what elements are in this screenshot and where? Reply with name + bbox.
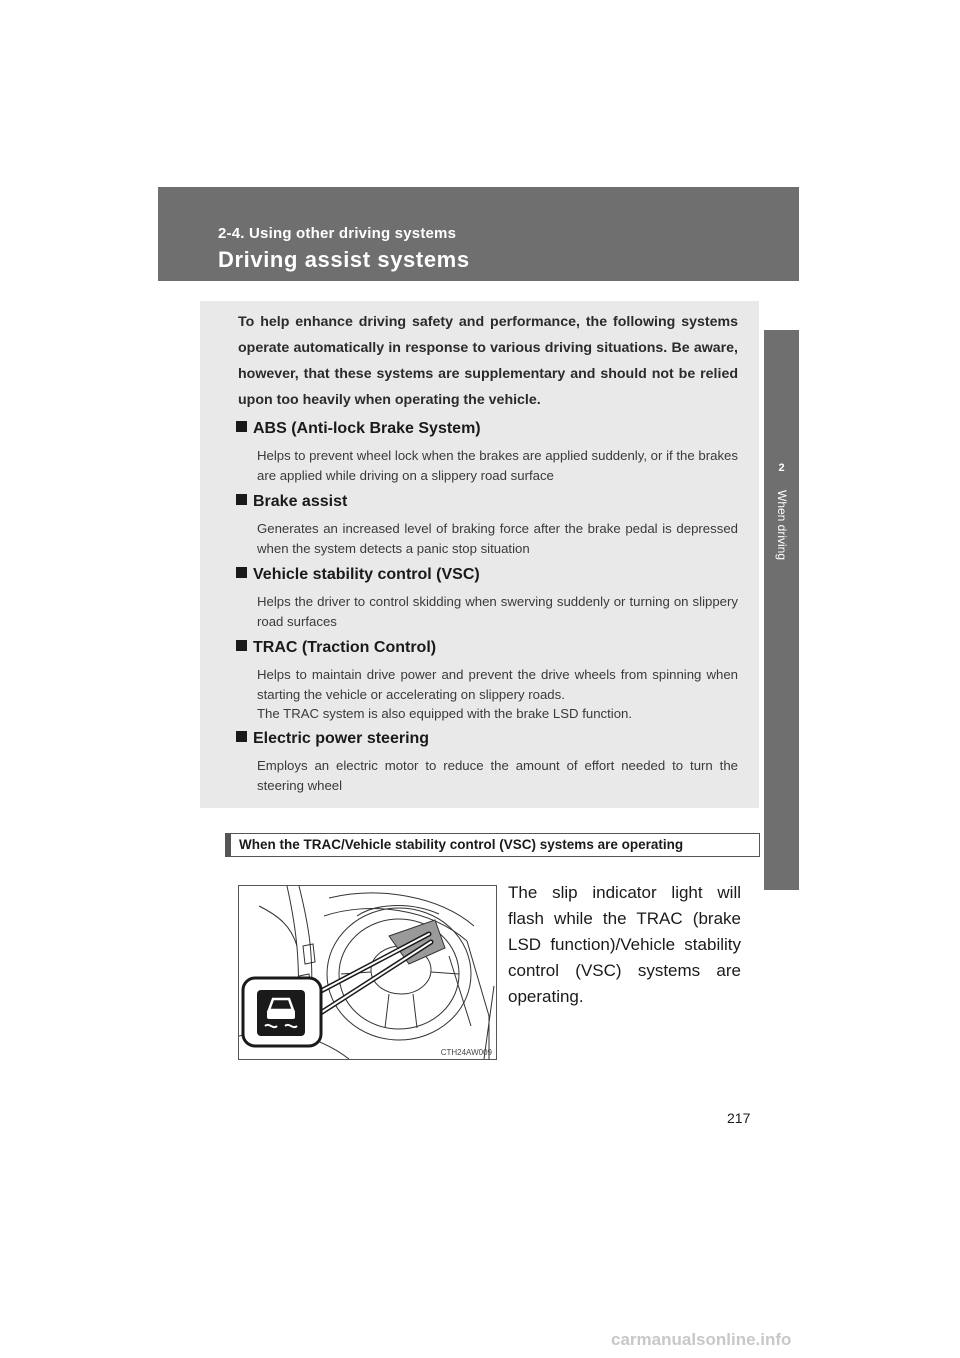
chapter-label: When driving: [774, 490, 789, 561]
steering-wheel-drawing: [239, 886, 496, 1059]
square-bullet-icon: [236, 421, 247, 432]
intro-box: [200, 301, 759, 808]
feature-heading-trac: [236, 639, 436, 657]
info-bar-accent: [225, 834, 231, 856]
square-bullet-icon: [236, 494, 247, 505]
chapter-label-area: [764, 480, 799, 630]
slip-indicator-icon: [257, 990, 305, 1036]
square-bullet-icon: [236, 567, 247, 578]
feature-heading-vsc: [236, 566, 480, 584]
feature-heading-text: TRAC (Traction Control): [253, 639, 437, 656]
feature-heading-text: Electric power steering: [253, 730, 430, 747]
feature-desc-trac: Helps to maintain drive power and prevent the drive wheels from spinning when starting the vehicle or accelerating on slippery roads.: [257, 667, 738, 702]
info-bar-text: When the TRAC/Vehicle stability control (VSC) systems are operating: [239, 837, 684, 852]
square-bullet-icon: [236, 640, 247, 651]
feature-desc-vsc: Helps the driver to control skidding when swerving suddenly or turning on slippery road surfaces: [257, 594, 738, 629]
dashboard-illustration: [238, 885, 497, 1060]
feature-heading-text: Vehicle stability control (VSC): [253, 566, 480, 583]
body-text: The slip indicator light will flash while the TRAC (brake LSD function)/Vehicle stability control (VSC) systems are operating.: [508, 883, 741, 1006]
chapter-number: 2: [778, 462, 785, 474]
square-bullet-icon: [236, 731, 247, 742]
feature-desc-abs: Helps to prevent wheel lock when the brakes are applied suddenly, or if the brakes are applied while driving on a slippery road surface: [257, 448, 738, 483]
page-number: 217: [727, 1110, 751, 1126]
feature-desc-brake-assist: Generates an increased level of braking force after the brake pedal is depressed when the system detects a panic stop situation: [257, 521, 738, 556]
feature-heading-text: ABS (Anti-lock Brake System): [253, 420, 481, 437]
feature-heading-text: Brake assist: [253, 493, 348, 510]
feature-heading-brake-assist: [236, 493, 347, 511]
chapter-label-box: [768, 490, 795, 630]
info-bar: [225, 833, 760, 857]
feature-note-trac: The TRAC system is also equipped with the brake LSD function.: [257, 706, 633, 721]
intro-text: To help enhance driving safety and performance, the following systems operate automatically in response to various driving situations. Be aware, however, that these systems are supplementary and should not be relied upon too heavily when operating the vehicle.: [238, 314, 738, 408]
illustration-code: CTH24AW009: [440, 1048, 492, 1057]
feature-desc-eps: Employs an electric motor to reduce the amount of effort needed to turn the steering wheel: [257, 758, 738, 793]
page-title: Driving assist systems: [218, 247, 470, 272]
section-label: 2-4. Using other driving systems: [218, 225, 457, 242]
watermark: carmanualsonline.info: [611, 1330, 792, 1349]
feature-heading-abs: [236, 420, 481, 438]
feature-heading-eps: [236, 730, 429, 748]
page-header: [158, 187, 799, 281]
